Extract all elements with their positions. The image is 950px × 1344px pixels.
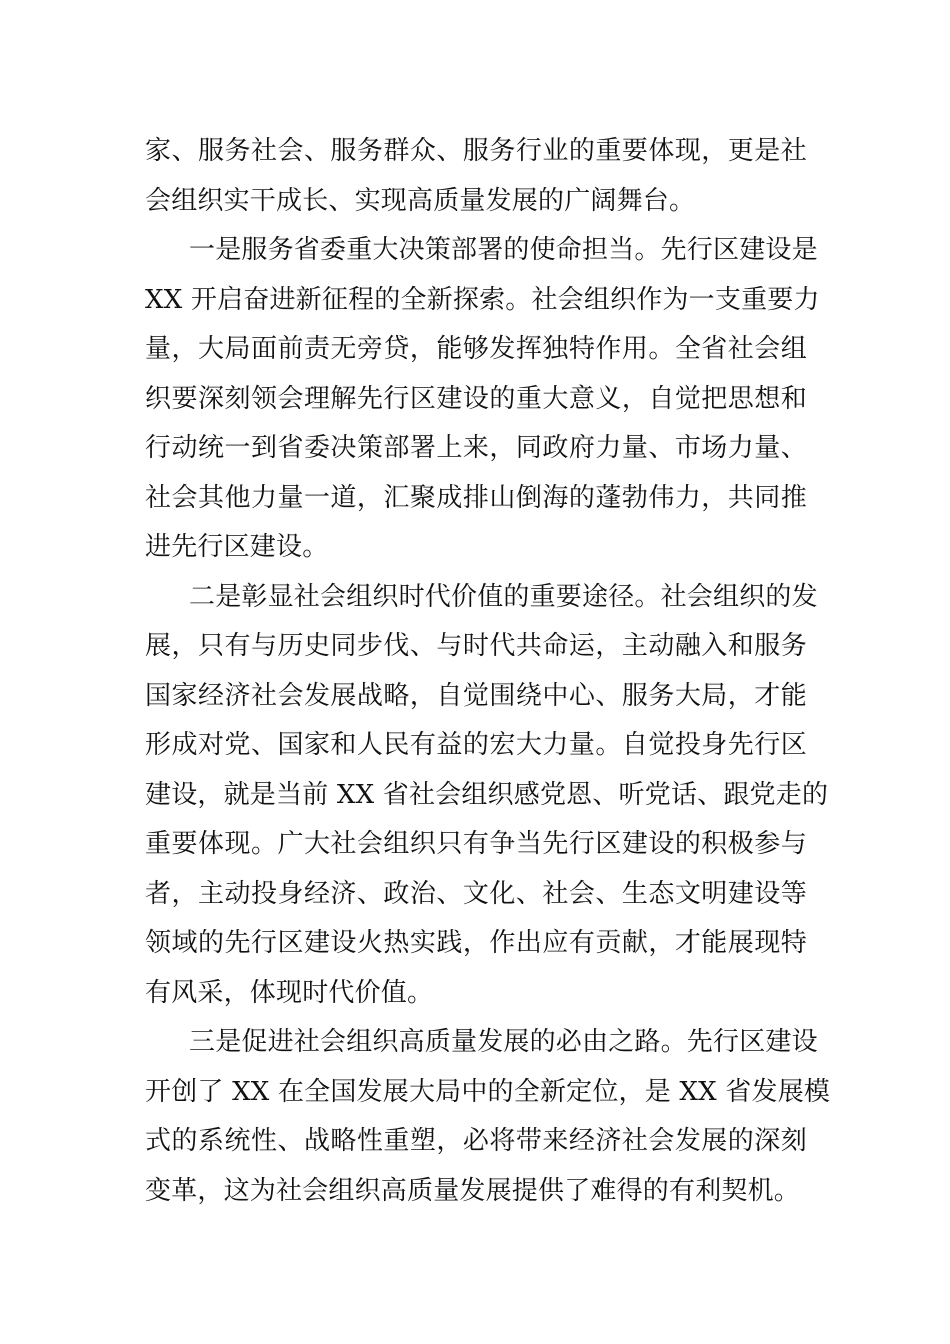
text-line: 展，只有与历史同步伐、与时代共命运，主动融入和服务 [145, 631, 807, 661]
text-line: 量，大局面前责无旁贷，能够发挥独特作用。全省社会组 [145, 334, 807, 364]
text-line: 国家经济社会发展战略，自觉围绕中心、服务大局，才能 [145, 680, 807, 711]
text-line: 会组织实干成长、实现高质量发展的广阔舞台。 [145, 185, 696, 216]
text-line: 重要体现。广大社会组织只有争当先行区建设的积极参与 [145, 829, 807, 859]
text-line: 有风采，体现时代价值。 [145, 977, 434, 1008]
paragraph-4 [145, 1018, 831, 1216]
text-line: 社会其他力量一道，汇聚成排山倒海的蓬勃伟力，共同推 [145, 482, 807, 513]
text-line: 者，主动投身经济、政治、文化、社会、生态文明建设等 [145, 878, 807, 909]
text-line: 一是服务省委重大决策部署的使命担当。先行区建设是 [189, 235, 818, 265]
text-line: 二是彰显社会组织时代价值的重要途径。社会组织的发 [189, 581, 818, 612]
text-line: 形成对党、国家和人民有益的宏大力量。自觉投身先行区 [145, 730, 807, 760]
text-line: 建设，就是当前 XX 省社会组织感党恩、听党话、跟党走的 [145, 779, 829, 810]
paragraph-2 [145, 226, 820, 573]
text-line: 开创了 XX 在全国发展大局中的全新定位，是 XX 省发展模 [145, 1076, 831, 1107]
text-line: 三是促进社会组织高质量发展的必由之路。先行区建设 [189, 1027, 818, 1057]
text-line: 家、服务社会、服务群众、服务行业的重要体现，更是社 [145, 136, 807, 166]
text-line: XX 开启奋进新征程的全新探索。社会组织作为一支重要力 [145, 284, 820, 315]
text-line: 式的系统性、战略性重塑，必将带来经济社会发展的深刻 [145, 1126, 807, 1156]
text-line: 织要深刻领会理解先行区建设的重大意义，自觉把思想和 [145, 383, 807, 414]
text-line: 进先行区建设。 [145, 532, 329, 562]
text-line: 领域的先行区建设火热实践，作出应有贡献，才能展现特 [145, 928, 807, 958]
paragraph-3 [145, 573, 829, 1019]
text-line: 变革，这为社会组织高质量发展提供了难得的有利契机。 [145, 1175, 801, 1206]
paragraph-1 [145, 127, 807, 226]
text-line: 行动统一到省委决策部署上来，同政府力量、市场力量、 [145, 433, 807, 463]
document-body [145, 127, 831, 1216]
